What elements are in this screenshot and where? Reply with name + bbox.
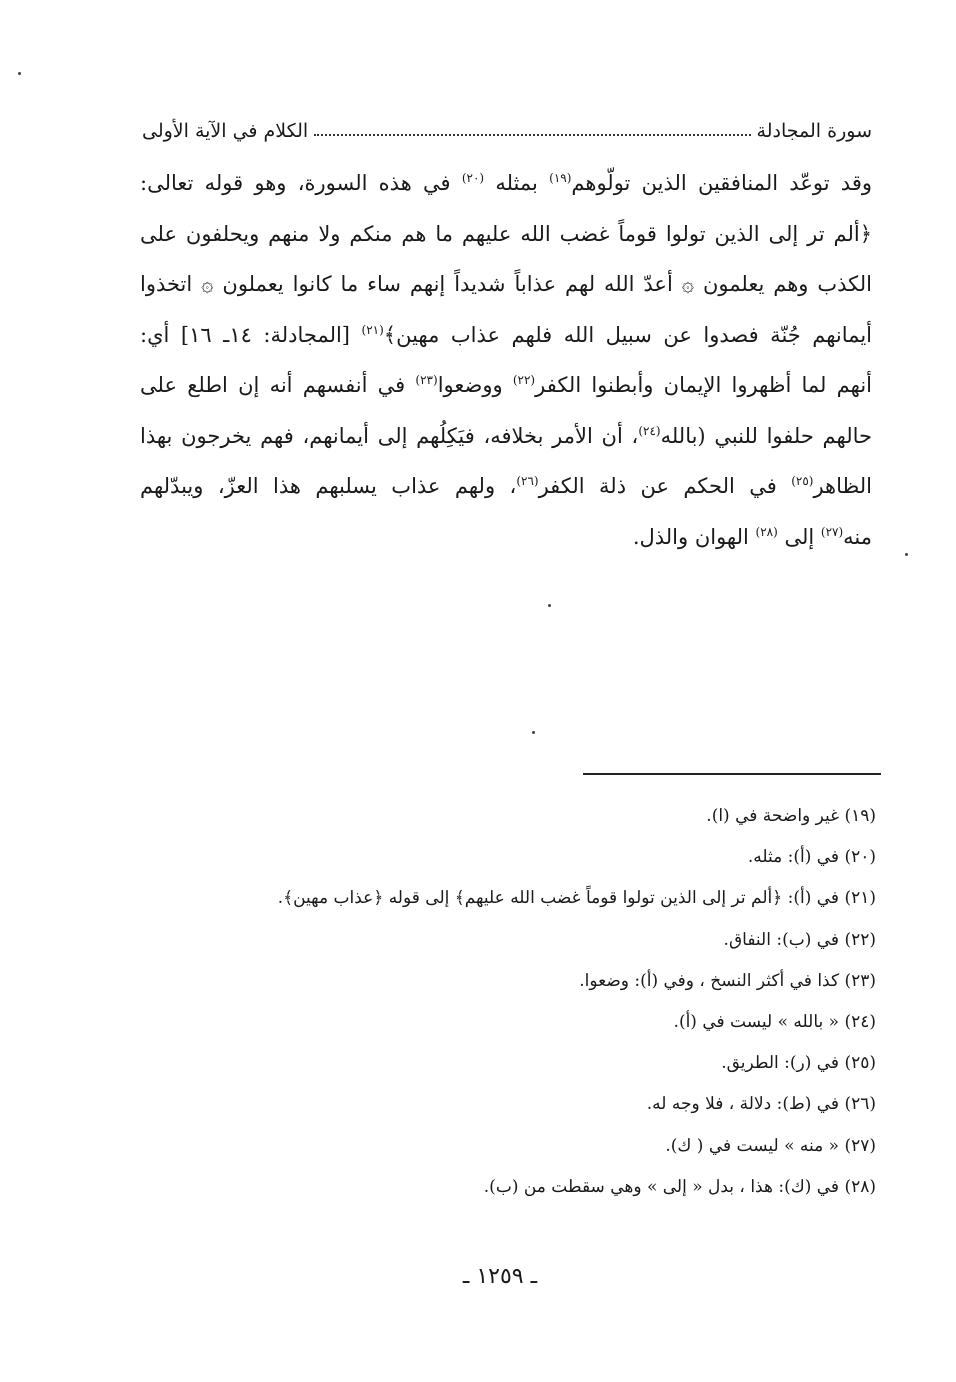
footnote-ref[interactable]: (٢٦) <box>516 474 539 488</box>
header-leader-dots <box>314 133 750 136</box>
footnote: (٢٠) في (أ): مثله. <box>747 847 876 868</box>
footnote-ref[interactable]: (٢٣) <box>415 373 438 387</box>
text-line: أنهم لما أظهروا الإيمان وأبطنوا الكفر$^{(٢٢)}$ ووضعوا$^{(٢٣)}$ في أنفسهم أنه إن اطلع على <box>140 373 872 397</box>
scan-speck <box>18 72 21 75</box>
text-line: وقد توعّد المنافقين الذين تولّوهم$^{(١٩)}$ بمثله $^{(٢٠)}$ في هذه السورة، وهو قوله تعالى: <box>140 171 872 195</box>
footnote-ref[interactable]: (٢٥) <box>791 474 814 488</box>
footnote: (٢٣) كذا في أكثر النسخ ، وفي (أ): وضعوا. <box>579 970 876 991</box>
text-line: حالهم حلفوا للنبي (بالله$^{(٢٤)}$، أن الأمر بخلافه، فيَكِلُهم إلى أيمانهم، فهم يخرجون بهذا <box>140 423 872 448</box>
footnote-ref[interactable]: (٢٢) <box>512 373 536 387</box>
scan-speck <box>905 553 908 556</box>
scan-speck <box>548 604 551 607</box>
text-line: أيمانهم جُنّة فصدوا عن سبيل الله فلهم عذاب مهين﴾$^{(٢١)}$ [المجادلة: ١٤ـ ١٦] أي: <box>140 322 872 347</box>
text-line: الكذب وهم يعلمون ۞ أعدّ الله لهم عذاباً شديداً إنهم ساء ما كانوا يعملون ۞ اتخذوا <box>140 272 872 296</box>
header-surah-title: سورة المجادلة <box>756 120 872 142</box>
footnote: (٢١) في (أ): ﴿ألم تر إلى الذين تولوا قوماً غضب الله عليهم﴾ إلى قوله ﴿عذاب مهين﴾. <box>277 888 876 909</box>
footnote-separator <box>583 773 881 775</box>
footnotes-list <box>150 796 876 1208</box>
footnote: (٢٥) في (ر): الطريق. <box>721 1053 876 1074</box>
footnote: (٢٤) « بالله » ليست في (أ). <box>673 1012 876 1033</box>
header-section-title: الكلام في الآية الأولى <box>142 120 309 142</box>
footnote-ref[interactable]: (١٩) <box>549 171 572 185</box>
footnote: (٢٧) « منه » ليست في ( ك). <box>665 1135 876 1156</box>
page-number: ـ ١٢٥٩ ـ <box>462 1264 538 1289</box>
footnote: (١٩) غير واضحة في (ا). <box>706 806 876 826</box>
text-line: ﴿ألم تر إلى الذين تولوا قوماً غضب الله عليهم ما هم منكم ولا منهم ويحلفون على <box>140 221 872 246</box>
scan-speck <box>532 731 535 734</box>
footnote-ref[interactable]: (٢١) <box>361 322 384 337</box>
footnote-ref[interactable]: (٢٧) <box>820 524 844 539</box>
text-line: الظاهر$^{(٢٥)}$ في الحكم عن ذلة الكفر$^{(٢٦)}$، ولهم عذاب يسلبهم هذا العزّ، ويبدّلهم <box>140 474 872 498</box>
footnote-ref[interactable]: (٢٠) <box>461 171 485 185</box>
footnote: (٢٨) في (ك): هذا ، بدل « إلى » وهي سقطت من (ب). <box>483 1176 876 1197</box>
footnote: (٢٦) في (ط): دلالة ، فلا وجه له. <box>646 1094 876 1115</box>
footnote: (٢٢) في (ب): النفاق. <box>723 929 876 950</box>
running-header <box>142 108 872 142</box>
main-text <box>140 158 872 562</box>
footnote-ref[interactable]: (٢٤) <box>638 423 661 438</box>
text-line: منه$^{(٢٧)}$ إلى $^{(٢٨)}$ الهوان والذل. <box>632 524 872 549</box>
footnote-ref[interactable]: (٢٨) <box>755 524 778 539</box>
